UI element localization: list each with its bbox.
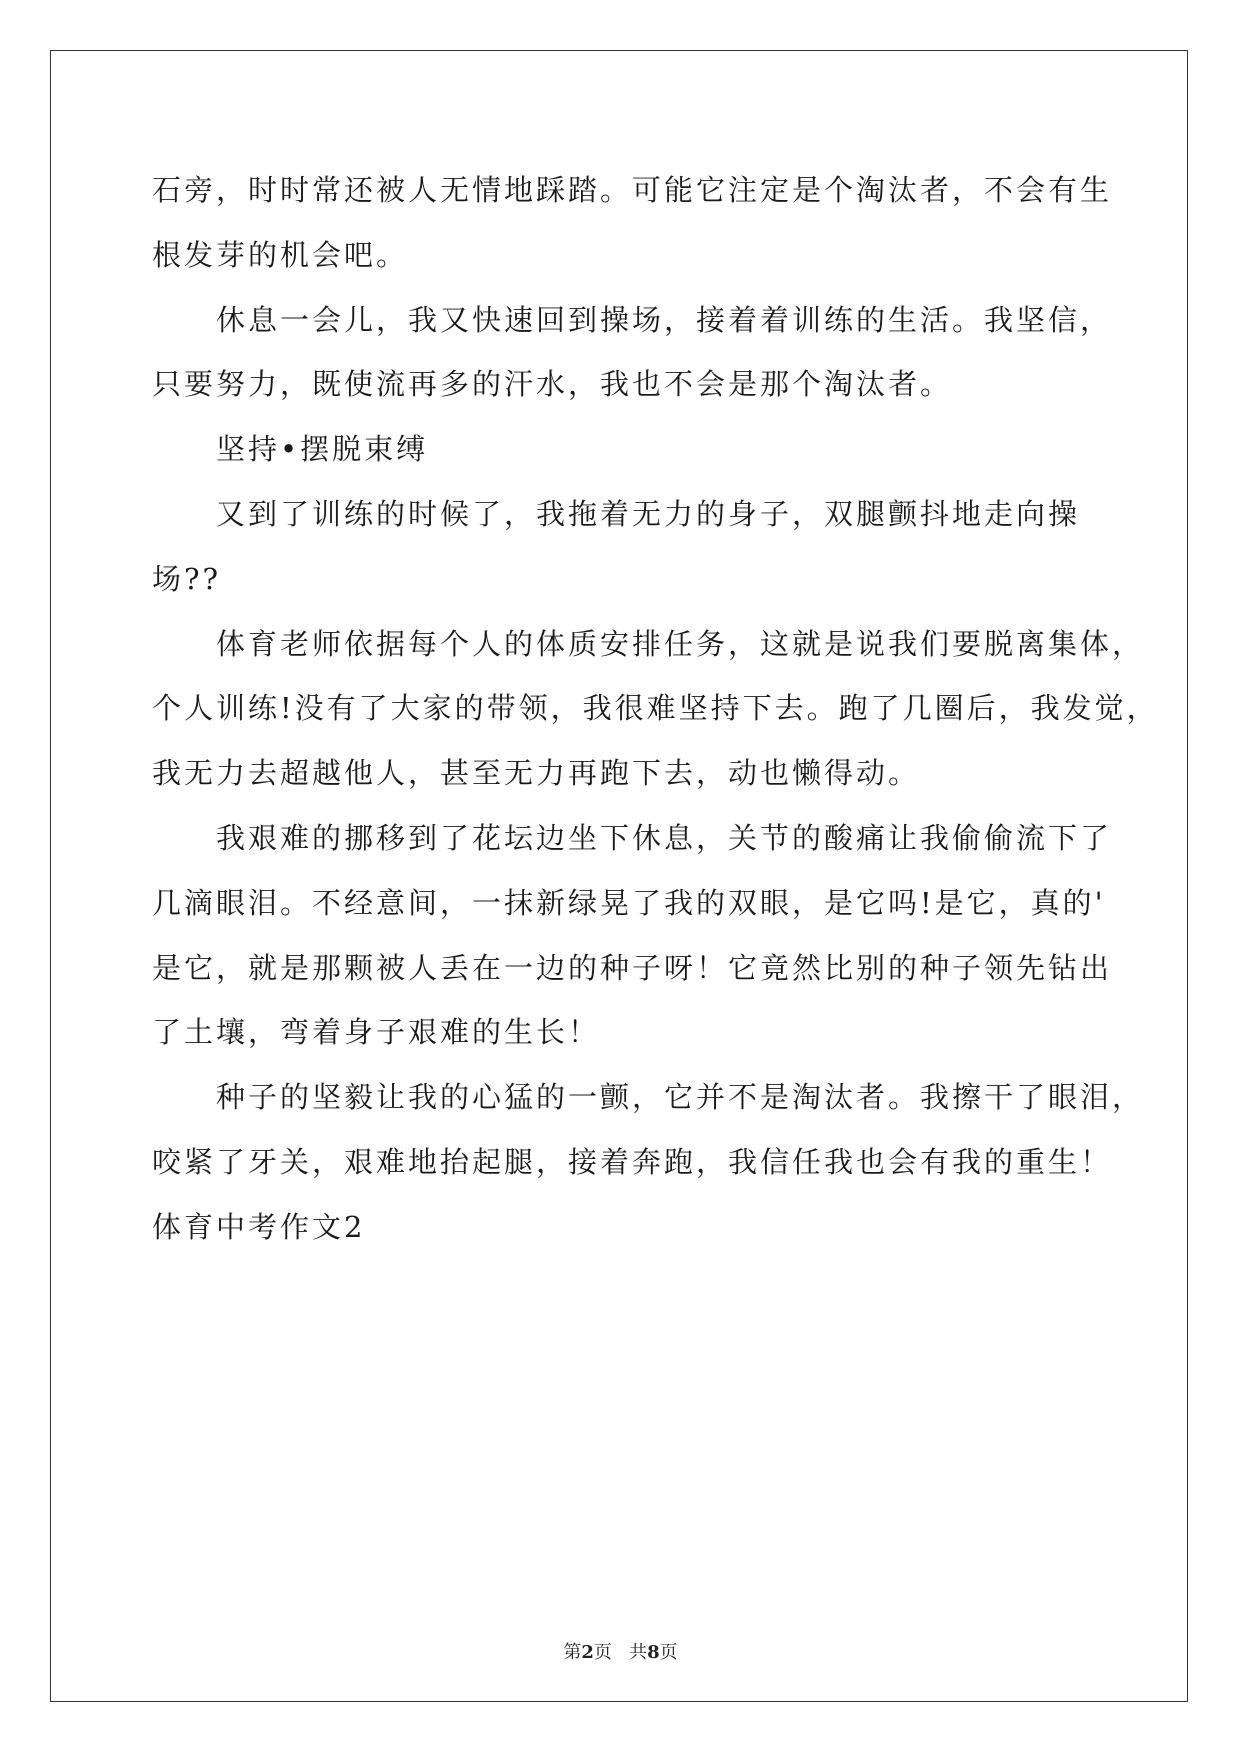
text-line: 我无力去超越他人，甚至无力再跑下去，动也懒得动。 xyxy=(152,756,921,791)
text-line: 体育老师依据每个人的体质安排任务，这就是说我们要脱离集体， xyxy=(216,626,1145,661)
total-pages: 8 xyxy=(647,1642,660,1663)
text-line: 场?? xyxy=(152,561,222,596)
text-line: 又到了训练的时候了，我拖着无力的身子，双腿颤抖地走向操 xyxy=(216,496,1081,531)
text-line: 了土壤，弯着身子艰难的生长！ xyxy=(152,1015,601,1050)
text-line: 石旁，时时常还被人无情地踩踏。可能它注定是个淘汰者，不会有生 xyxy=(152,173,1113,207)
section-heading: 体育中考作文2 xyxy=(152,1209,366,1244)
subsection-heading: 坚持•摆脱束缚 xyxy=(216,432,429,467)
page-label-suffix: 页 xyxy=(593,1642,612,1663)
text-line: 个人训练!没有了大家的带领，我很难坚持下去。跑了几圈后，我发觉， xyxy=(152,691,1159,726)
page-number: 2 xyxy=(581,1642,594,1663)
text-line: 只要努力，既使流再多的汗水，我也不会是那个淘汰者。 xyxy=(152,367,953,402)
page-footer xyxy=(0,1638,1241,1664)
text-line: 几滴眼泪。不经意间，一抹新绿晃了我的双眼，是它吗!是它，真的' xyxy=(152,885,1106,920)
text-line: 咬紧了牙关，艰难地抬起腿，接着奔跑，我信任我也会有我的重生！ xyxy=(152,1144,1113,1179)
document-body xyxy=(152,158,1159,1260)
text-line: 我艰难的挪移到了花坛边坐下休息，关节的酸痛让我偷偷流下了 xyxy=(216,820,1113,855)
total-label-suffix: 页 xyxy=(659,1642,678,1663)
total-label-prefix: 共 xyxy=(629,1642,648,1663)
text-line: 根发芽的机会吧。 xyxy=(152,237,409,272)
text-line: 是它，就是那颗被人丢在一边的种子呀！它竟然比别的种子领先钻出 xyxy=(152,950,1113,985)
text-line: 休息一会儿，我又快速回到操场，接着着训练的生活。我坚信， xyxy=(216,302,1113,337)
text-line: 种子的坚毅让我的心猛的一颤，它并不是淘汰者。我擦干了眼泪， xyxy=(216,1080,1145,1115)
page-label-prefix: 第 xyxy=(563,1642,582,1663)
